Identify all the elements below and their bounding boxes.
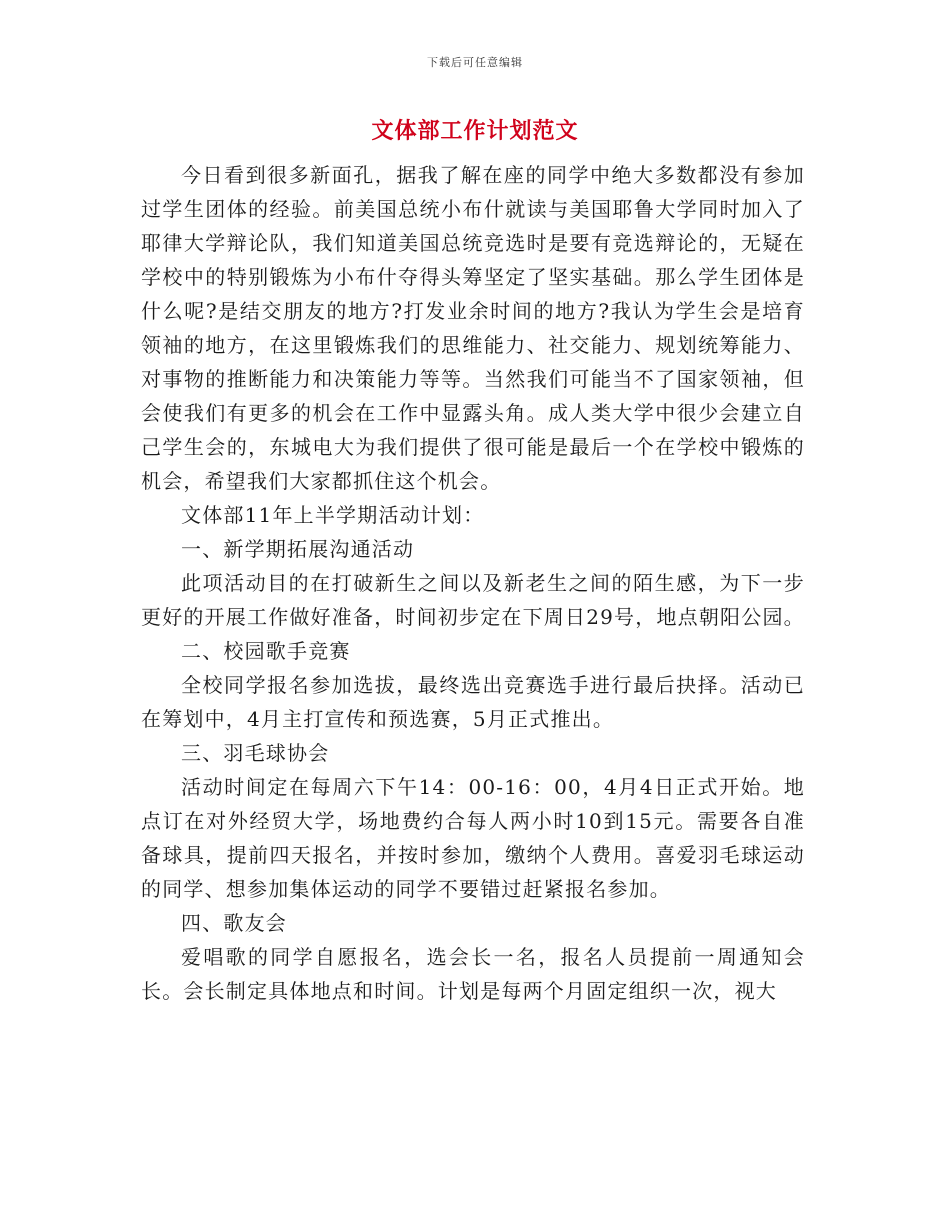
paragraph-section-4: 爱唱歌的同学自愿报名，选会长一名，报名人员提前一周通知会长。会长制定具体地点和时间。计划是每两个月固定组织一次，视大 [141, 945, 805, 1003]
section-heading-2: 二、校园歌手竞赛 [181, 639, 351, 663]
paragraph-intro: 今日看到很多新面孔，据我了解在座的同学中绝大多数都没有参加过学生团体的经验。前美国总统小布什就读与美国耶鲁大学同时加入了耶律大学辩论队，我们知道美国总统竞选时是要有竞选辩论的，无疑在学校中的特别锻炼为小布什夺得头筹坚定了坚实基础。那么学生团体是什么呢?是结交朋友的地方?打发业余时间的地方?我认为学生会是培育领袖的地方，在这里锻炼我们的思维能力、社交能力、规划统筹能力、对事物的推断能力和决策能力等等。当然我们可能当不了国家领袖，但会使我们有更多的机会在工作中显露头角。成人类大学中很少会建立自己学生会的，东城电大为我们提供了很可能是最后一个在学校中锻炼的机会，希望我们大家都抓住这个机会。 [141, 163, 805, 493]
paragraph-section-2: 全校同学报名参加选拔，最终选出竞赛选手进行最后抉择。活动已在筹划中，4月主打宣传和预选赛，5月正式推出。 [141, 673, 805, 731]
document-body [141, 158, 805, 1008]
paragraph-plan-heading: 文体部11年上半学期活动计划： [181, 503, 485, 527]
paragraph-section-3: 活动时间定在每周六下午14：00-16：00，4月4日正式开始。地点订在对外经贸大学，场地费约合每人两小时10到15元。需要各自准备球具，提前四天报名，并按时参加，缴纳个人费用。喜爱羽毛球运动的同学、想参加集体运动的同学不要错过赶紧报名参加。 [141, 775, 805, 901]
section-heading-1: 一、新学期拓展沟通活动 [181, 537, 415, 561]
header-note: 下载后可任意编辑 [427, 56, 523, 69]
paragraph-section-1: 此项活动目的在打破新生之间以及新老生之间的陌生感，为下一步更好的开展工作做好准备，时间初步定在下周日29号，地点朝阳公园。 [141, 571, 805, 629]
section-heading-3: 三、羽毛球协会 [181, 741, 330, 765]
section-heading-4: 四、歌友会 [181, 911, 287, 935]
document-title: 文体部工作计划范文 [371, 118, 579, 144]
